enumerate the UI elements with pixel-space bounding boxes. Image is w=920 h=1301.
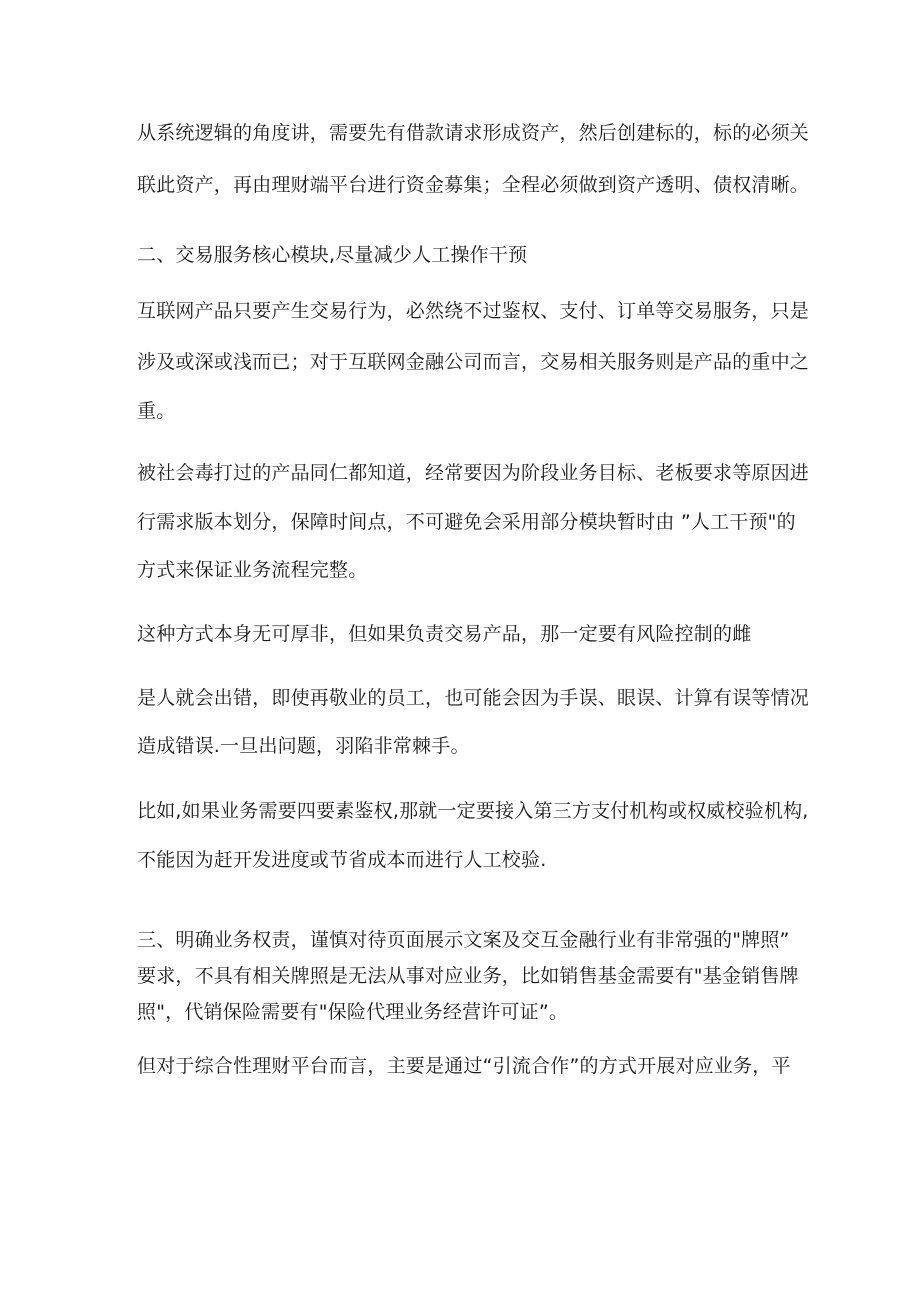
paragraph-7-line-1: 比如,如果业务需要四要素鉴权,那就一定要接入第三方支付机构或权威校验机构, — [137, 800, 809, 822]
paragraph-7-line-2: 不能因为赶开发进度或节省成本而进行人工校验. — [137, 849, 547, 871]
paragraph-4-line-3: 方式来保证业务流程完整。 — [137, 559, 368, 581]
paragraph-5-line-1: 这种方式本身无可厚非，但如果负责交易产品，那一定要有风险控制的雌 — [137, 623, 752, 645]
paragraph-4-line-2: 行需求版本划分，保障时间点，不可避免会采用部分模块暂时由 ”人工干预"的 — [137, 511, 796, 533]
paragraph-3-line-3: 重。 — [137, 400, 176, 422]
paragraph-1-line-1: 从系统逻辑的角度讲，需要先有借款请求形成资产，然后创建标的，标的必须关 — [137, 122, 810, 144]
paragraph-8-line-3: 照"，代销保险需要有"保险代理业务经营许可证”。 — [137, 1001, 569, 1023]
paragraph-6-line-1: 是人就会出错，即使再敬业的员工，也可能会因为手误、眼误、计算有误等情况 — [137, 687, 810, 709]
paragraph-9-line-1: 但对于综合性理财平台而言，主要是通过“引流合作”的方式开展对应业务，平 — [137, 1055, 791, 1077]
paragraph-1-line-2: 联此资产，再由理财端平台进行资金募集；全程必须做到资产透明、债权清晰。 — [137, 174, 810, 196]
paragraph-8-line-1: 三、明确业务权责，谨慎对待页面展示文案及交互金融行业有非常强的"牌照” — [137, 929, 790, 951]
paragraph-4-line-1: 被社会毒打过的产品同仁都知道，经常要因为阶段业务目标、老板要求等原因进 — [137, 462, 810, 484]
paragraph-3-line-1: 互联网产品只要产生交易行为，必然绕不过鉴权、支付、订单等交易服务，只是 — [137, 300, 810, 322]
paragraph-3-line-2: 涉及或深或浅而已；对于互联网金融公司而言，交易相关服务则是产品的重中之 — [137, 351, 810, 373]
paragraph-6-line-2: 造成错误.一旦出问题，羽陷非常棘手。 — [137, 735, 470, 757]
section-heading-2: 二、交易服务核心模块,尽量减少人工操作干预 — [137, 244, 528, 266]
paragraph-8-line-2: 要求，不具有相关牌照是无法从事对应业务，比如销售基金需要有"基金销售牌 — [137, 965, 799, 987]
